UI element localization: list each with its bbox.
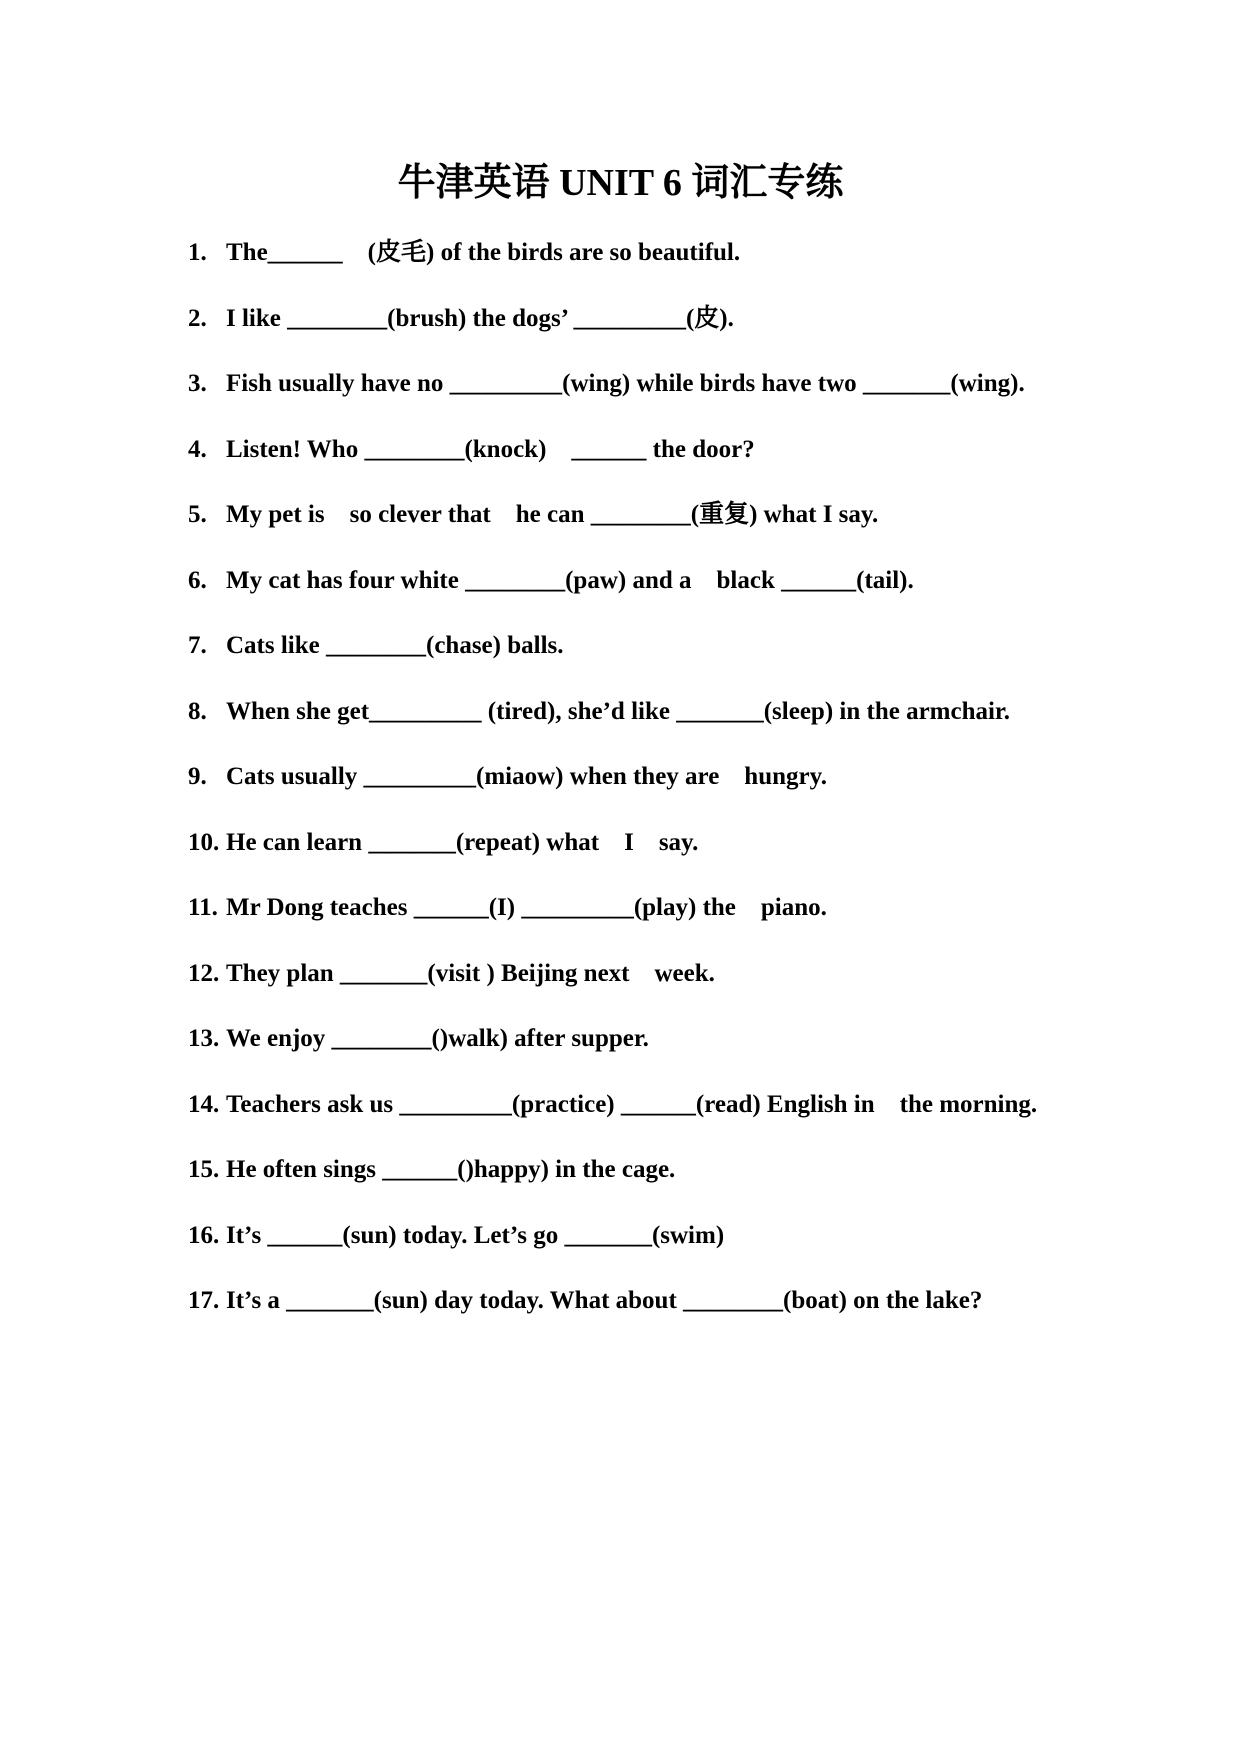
exercise-item (188, 220, 1058, 286)
item-text: The______ (皮毛) of the birds are so beautiful. (226, 239, 741, 266)
exercise-item (188, 1268, 1058, 1334)
item-number: 5. (188, 501, 207, 528)
exercise-item (188, 679, 1058, 745)
exercise-item (188, 744, 1058, 810)
item-number: 12. (188, 959, 220, 987)
item-number: 14. (188, 1090, 220, 1118)
exercise-item (188, 810, 1058, 876)
exercise-item (188, 286, 1058, 352)
exercise-item (188, 1006, 1058, 1072)
exercise-item (188, 548, 1058, 614)
item-number: 7. (188, 632, 207, 659)
item-number: 11. (188, 894, 218, 921)
item-text: He can learn _______(repeat) what I say. (226, 828, 699, 856)
item-text: It’s a _______(sun) day today. What about ________(boat) on the lake? (226, 1287, 983, 1314)
exercise-item (188, 351, 1058, 417)
item-text: When she get_________ (tired), she’d like _______(sleep) in the armchair. (226, 697, 1010, 725)
item-number: 8. (188, 697, 207, 725)
item-text: My pet is so clever that he can ________(重复) what I say. (226, 501, 879, 528)
item-text: Cats usually _________(miaow) when they are hungry. (226, 763, 827, 790)
item-number: 4. (188, 435, 207, 463)
item-text: He often sings ______()happy) in the cage. (226, 1156, 676, 1183)
exercise-list (188, 220, 1058, 1334)
item-number: 15. (188, 1156, 220, 1183)
page-title: 牛津英语 UNIT 6 词汇专练 (397, 162, 844, 204)
exercise-item (188, 613, 1058, 679)
item-text: Fish usually have no _________(wing) while birds have two _______(wing). (226, 370, 1025, 397)
item-number: 1. (188, 239, 207, 266)
item-number: 17. (188, 1287, 220, 1314)
item-number: 9. (188, 763, 207, 790)
item-number: 2. (188, 304, 207, 332)
item-text: My cat has four white ________(paw) and a black ______(tail). (226, 566, 914, 594)
exercise-item (188, 875, 1058, 941)
exercise-item (188, 482, 1058, 548)
item-text: They plan _______(visit ) Beijing next week. (226, 959, 715, 987)
item-number: 10. (188, 828, 220, 856)
item-text: Cats like ________(chase) balls. (226, 632, 564, 659)
item-number: 6. (188, 566, 207, 594)
item-text: Mr Dong teaches ______(I) _________(play) the piano. (226, 894, 827, 921)
item-text: We enjoy ________()walk) after supper. (226, 1025, 649, 1052)
exercise-item (188, 941, 1058, 1007)
item-number: 3. (188, 370, 207, 397)
item-text: Listen! Who ________(knock) ______ the door? (226, 435, 755, 463)
exercise-item (188, 1072, 1058, 1138)
item-number: 13. (188, 1025, 220, 1052)
exercise-item (188, 1137, 1058, 1203)
item-text: It’s ______(sun) today. Let’s go _______(swim) (226, 1221, 725, 1249)
item-number: 16. (188, 1221, 220, 1249)
exercise-item (188, 417, 1058, 483)
item-text: Teachers ask us _________(practice) ______(read) English in the morning. (226, 1090, 1038, 1118)
exercise-item (188, 1203, 1058, 1269)
item-text: I like ________(brush) the dogs’ _________(皮). (226, 304, 734, 332)
